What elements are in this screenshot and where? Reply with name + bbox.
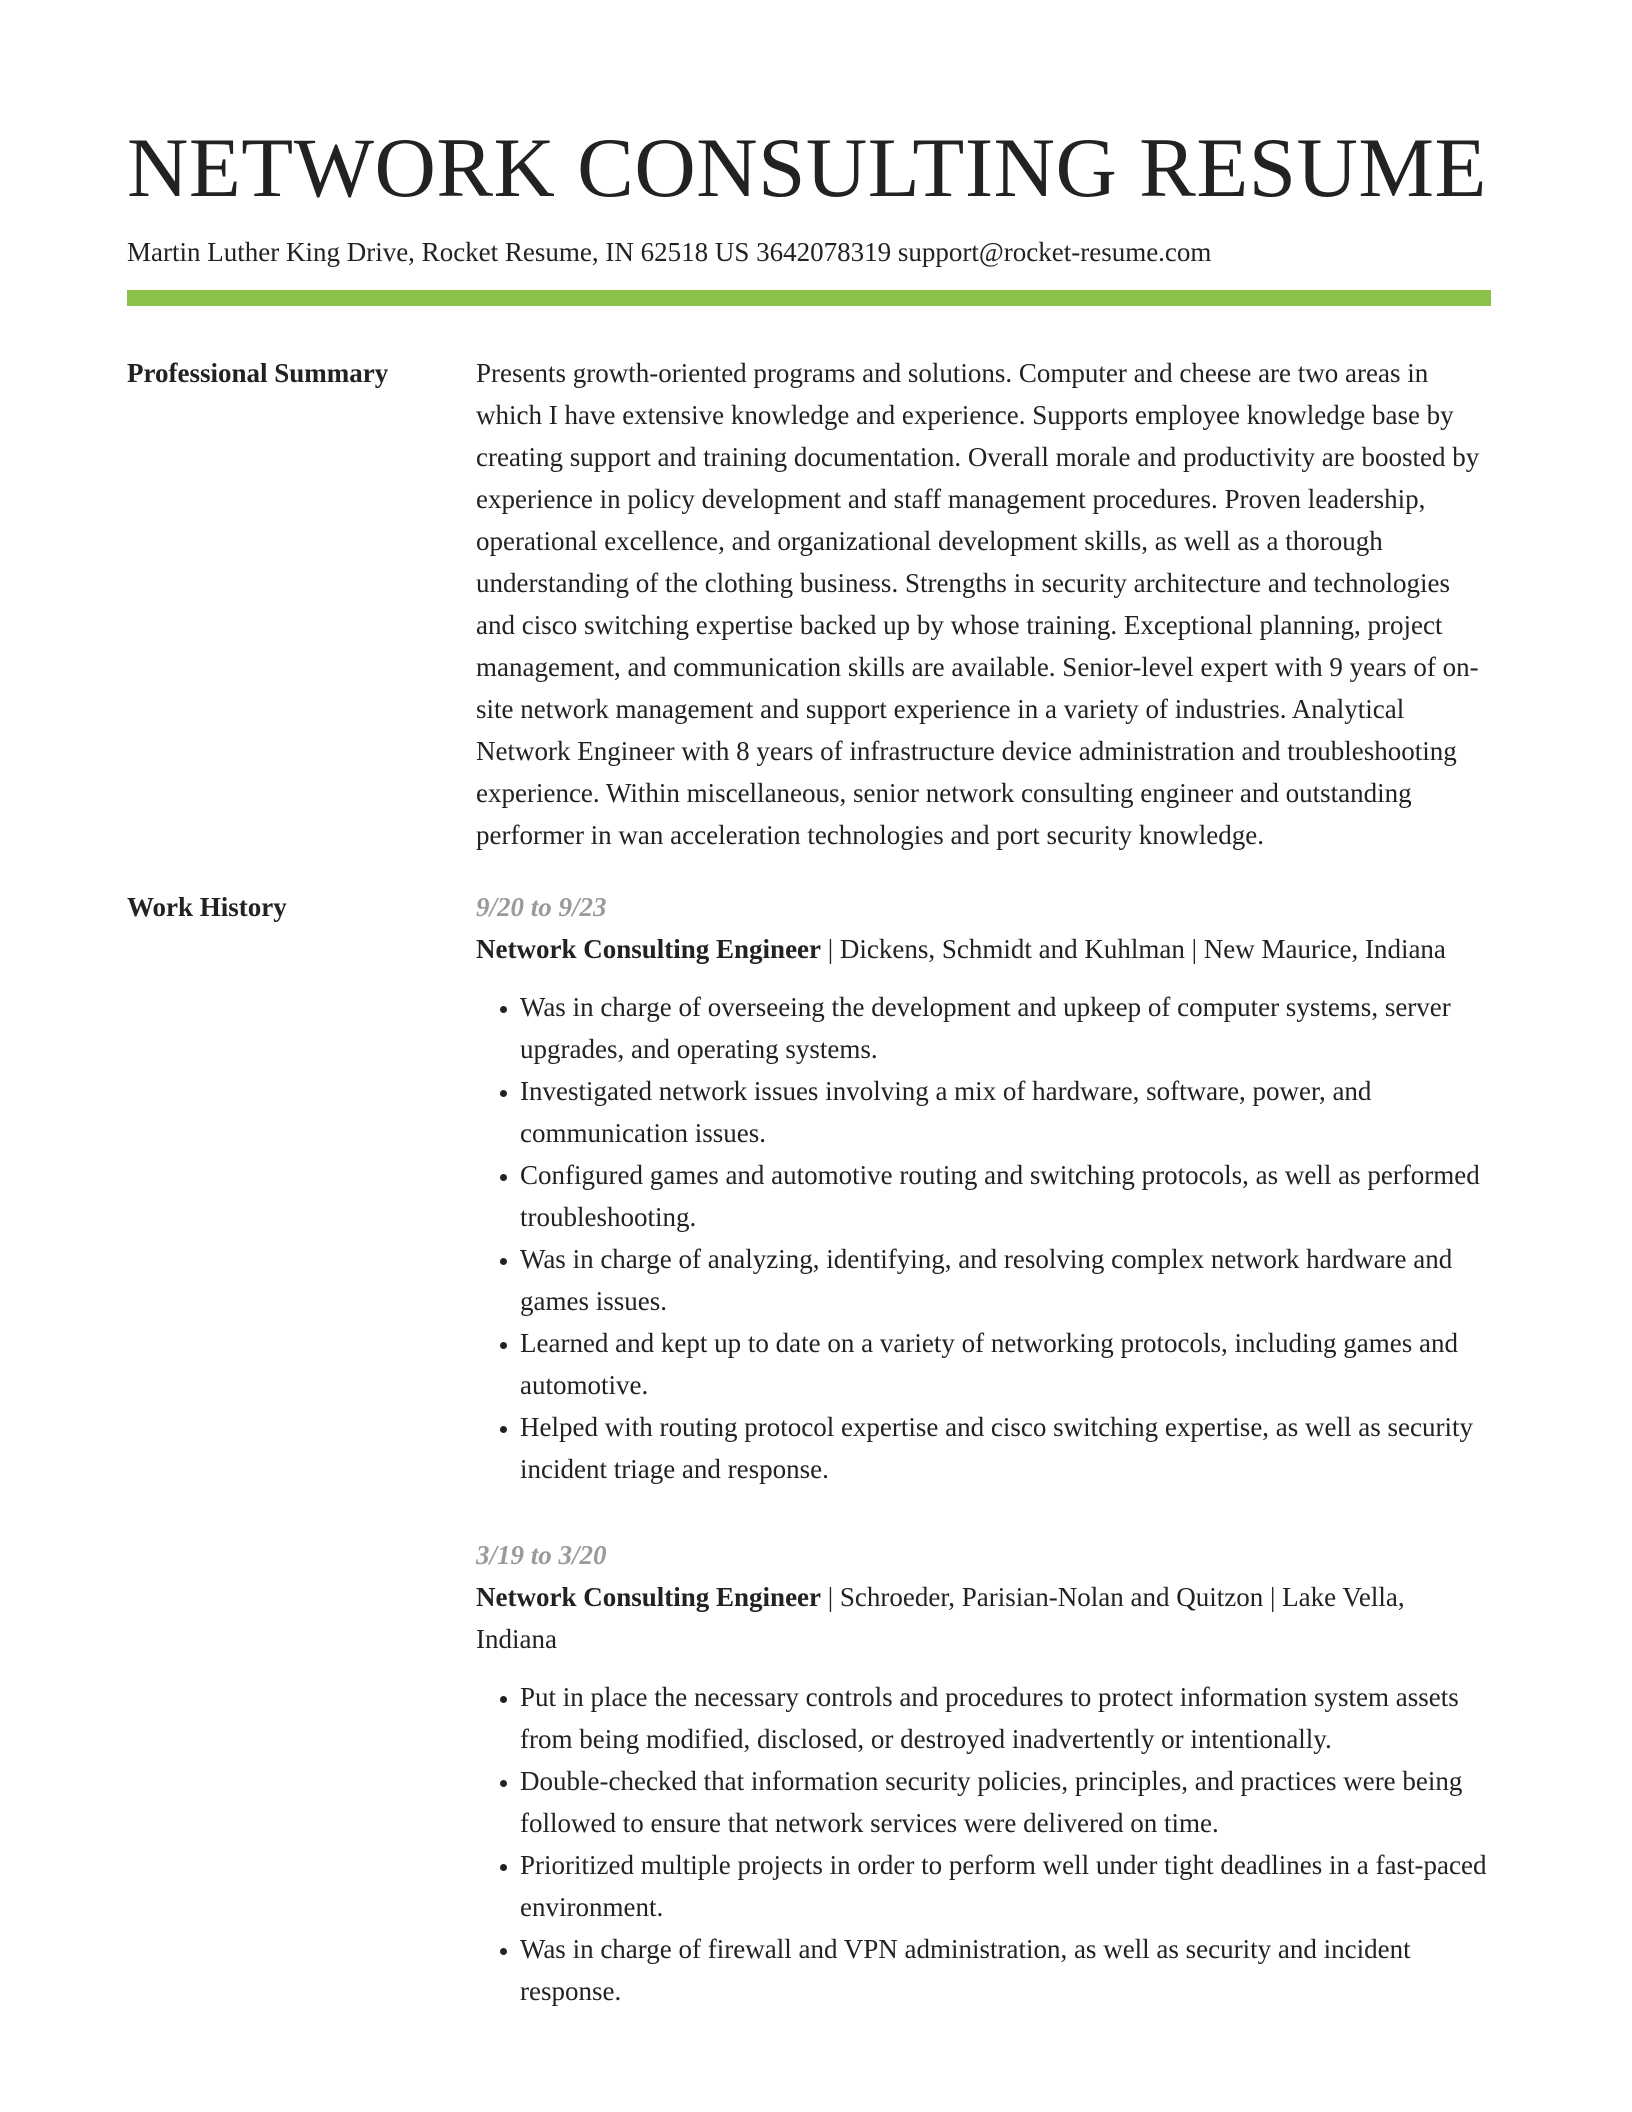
- job-bullet: • Investigated network issues involving a mix of hardware, software, power, and communication issues.: [520, 1070, 1491, 1154]
- summary-body: [476, 352, 1491, 856]
- section-heading-work-history: Work History: [127, 892, 287, 922]
- summary-text: Presents growth-oriented programs and solutions. Computer and cheese are two areas in which I have extensive knowledge and experience. Supports employee knowledge base by creating support and training documentation. Overall morale and productivity are boosted by experience in policy development and staff management procedures. Proven leadership, operational excellence, and organizational development skills, as well as a thorough understanding of the clothing business. Strengths in security architecture and technologies and cisco switching expertise backed up by whose training. Exceptional planning, project management, and communication skills are available. Senior-level expert with 9 years of on-site network management and support experience in a variety of industries. Analytical Network Engineer with 8 years of infrastructure device administration and troubleshooting experience. Within miscellaneous, senior network consulting engineer and outstanding performer in wan acceleration technologies and port security knowledge.: [476, 358, 1480, 850]
- job-bullet-list: [476, 1676, 1491, 2012]
- job-entry: [476, 886, 1491, 1490]
- job-bullet: • Was in charge of analyzing, identifying, and resolving complex network hardware and games issues.: [520, 1238, 1491, 1322]
- accent-divider: [127, 290, 1491, 306]
- job-bullet: • Put in place the necessary controls and procedures to protect information system assets from being modified, disclosed, or destroyed inadvertently or intentionally.: [520, 1676, 1491, 1760]
- job-employer-location: | Schroeder, Parisian-Nolan and Quitzon | Lake Vella, Indiana: [476, 1582, 1405, 1654]
- job-entry: [476, 1534, 1491, 2012]
- job-bullet: • Configured games and automotive routing and switching protocols, as well as performed troubleshooting.: [520, 1154, 1491, 1238]
- job-bullet: • Was in charge of firewall and VPN administration, as well as security and incident response.: [520, 1928, 1491, 2012]
- work-history-body: [476, 886, 1491, 2056]
- work-history-section: [127, 886, 1491, 2056]
- job-heading: [476, 928, 1491, 970]
- professional-summary-section: [127, 352, 1491, 856]
- section-heading-summary: Professional Summary: [127, 358, 389, 388]
- resume-title: NETWORK CONSULTING RESUME: [127, 121, 1487, 215]
- job-employer-location: | Dickens, Schmidt and Kuhlman | New Maurice, Indiana: [821, 934, 1446, 964]
- job-bullet: • Prioritized multiple projects in order to perform well under tight deadlines in a fast-paced environment.: [520, 1844, 1491, 1928]
- job-bullet-list: [476, 986, 1491, 1490]
- contact-line: Martin Luther King Drive, Rocket Resume, IN 62518 US 3642078319 support@rocket-resume.com: [127, 237, 1212, 267]
- job-title: Network Consulting Engineer: [476, 1582, 822, 1612]
- job-dates: 9/20 to 9/23: [476, 892, 607, 922]
- job-bullet: • Learned and kept up to date on a variety of networking protocols, including games and automotive.: [520, 1322, 1491, 1406]
- job-title: Network Consulting Engineer: [476, 934, 822, 964]
- resume-page: [127, 0, 1491, 2056]
- job-bullet: • Was in charge of overseeing the development and upkeep of computer systems, server upgrades, and operating systems.: [520, 986, 1491, 1070]
- job-bullet: • Helped with routing protocol expertise and cisco switching expertise, as well as security incident triage and response.: [520, 1406, 1491, 1490]
- job-heading: [476, 1576, 1491, 1660]
- job-dates: 3/19 to 3/20: [476, 1540, 607, 1570]
- job-bullet: • Double-checked that information security policies, principles, and practices were being followed to ensure that network services were delivered on time.: [520, 1760, 1491, 1844]
